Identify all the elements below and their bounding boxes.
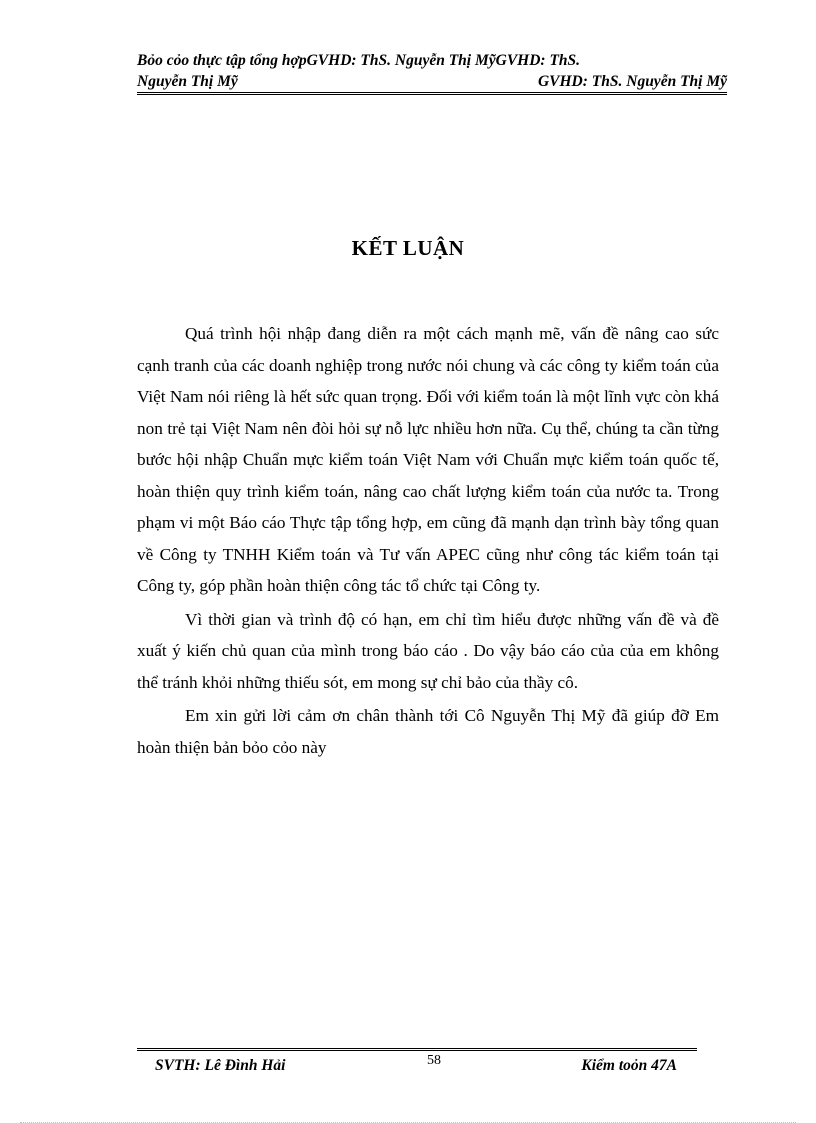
page-header xyxy=(137,50,727,92)
header-line-2 xyxy=(137,71,727,92)
header-line-2-left: Nguyễn Thị Mỹ xyxy=(137,73,238,90)
page-footer xyxy=(137,1053,697,1077)
footer-divider xyxy=(137,1048,697,1051)
header-line-1: Bỏo cỏo thực tập tổng hợpGVHD: ThS. Nguyễn Thị MỹGVHD: ThS. xyxy=(137,52,581,69)
footer-student: SVTH: Lê Đình Hải xyxy=(155,1057,286,1074)
header-line-2-right: GVHD: ThS. Nguyễn Thị Mỹ xyxy=(537,73,727,90)
paragraph-1: Quá trình hội nhập đang diễn ra một cách mạnh mẽ, vấn đề nâng cao sức cạnh tranh của các doanh nghiệp trong nước nói chung và các công ty kiểm toán của Việt Nam nói riêng là hết sức quan trọng. Đối với kiểm toán là một lĩnh vực còn khá non trẻ tại Việt Nam nên đòi hỏi sự nỗ lực nhiều hơn nữa. Cụ thể, chúng ta cần từng bước hội nhập Chuẩn mực kiểm toán Việt Nam với Chuẩn mực kiểm toán quốc tế, hoàn thiện quy trình kiểm toán, nâng cao chất lượng kiểm toán của nước ta. Trong phạm vi một Báo cáo Thực tập tổng hợp, em cũng đã mạnh dạn trình bày tổng quan về Công ty TNHH Kiểm toán và Tư vấn APEC cũng như công tác kiểm toán tại Công ty, góp phần hoàn thiện công tác tổ chức tại Công ty. xyxy=(137,324,719,595)
header-divider xyxy=(137,92,727,95)
page-number: 58 xyxy=(427,1053,441,1068)
footer-class: Kiểm toỏn 47A xyxy=(581,1057,677,1074)
paragraph-2: Vì thời gian và trình độ có hạn, em chỉ tìm hiểu được những vấn đề và đề xuất ý kiến chủ quan của mình trong báo cáo . Do vậy báo cáo của của em không thể tránh khỏi những thiếu sót, em mong sự chỉ bảo của thầy cô. xyxy=(137,609,719,692)
page-title: KẾT LUẬN xyxy=(351,236,465,260)
paragraph-3: Em xin gửi lời cảm ơn chân thành tới Cô Nguyễn Thị Mỹ đã giúp đỡ Em hoàn thiện bản bỏo cỏo này xyxy=(137,706,719,757)
document-body xyxy=(137,318,719,763)
